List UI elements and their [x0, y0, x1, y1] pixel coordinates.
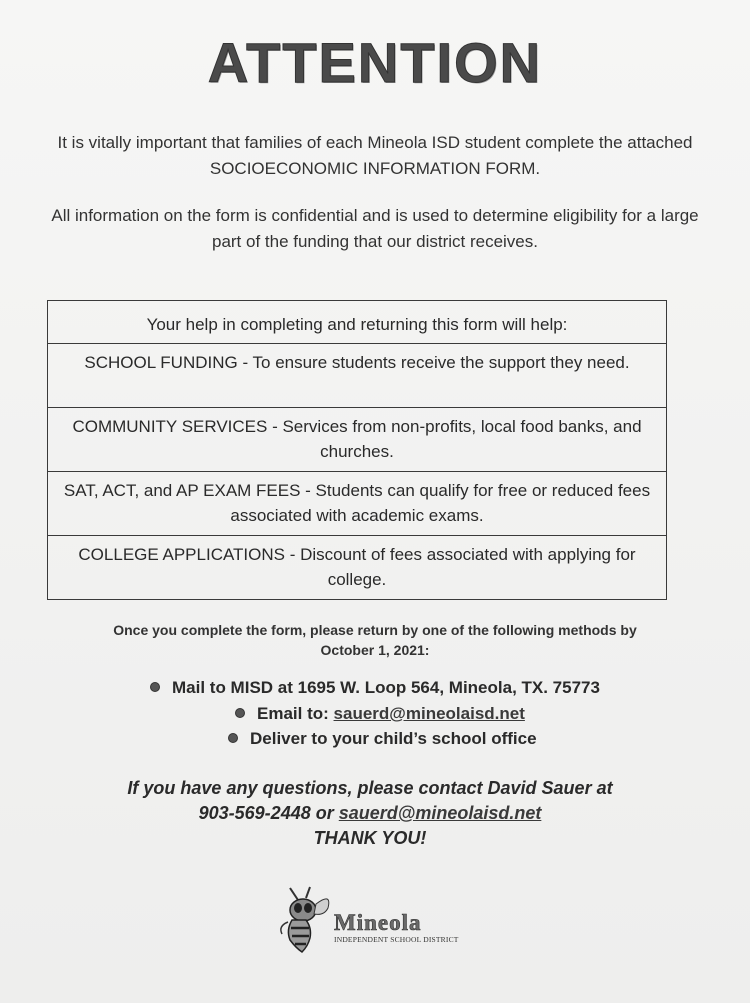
method-deliver-text: Deliver to your child’s school office [250, 729, 537, 748]
email-link[interactable]: sauerd@mineolaisd.net [333, 704, 525, 723]
hornet-mascot-icon [276, 886, 336, 956]
benefit-row-community-services: COMMUNITY SERVICES - Services from non-profits, local food banks, and churches. [48, 407, 666, 471]
contact-phone: 903-569-2448 or [198, 803, 334, 823]
benefit-row-college-applications: COLLEGE APPLICATIONS - Discount of fees associated with applying for college. [48, 535, 666, 599]
benefit-row-exam-fees: SAT, ACT, and AP EXAM FEES - Students can qualify for free or reduced fees associated with academic exams. [48, 471, 666, 535]
page-title: ATTENTION [207, 31, 543, 94]
benefit-row-school-funding: SCHOOL FUNDING - To ensure students receive the support they need. [48, 343, 666, 407]
method-mail-text: Mail to MISD at 1695 W. Loop 564, Mineola, TX. 75773 [172, 678, 600, 697]
intro-paragraph-2: All information on the form is confidential and is used to determine eligibility for a large part of the funding that our district receives. [51, 206, 699, 251]
logo-subtitle: INDEPENDENT SCHOOL DISTRICT [334, 935, 459, 944]
thank-you-text: THANK YOU! [313, 828, 427, 848]
method-deliver [228, 729, 537, 749]
bullet-icon [235, 708, 245, 718]
contact-phone-line [60, 801, 680, 826]
method-email [235, 704, 525, 724]
contact-line: If you have any questions, please contact David Sauer at [127, 778, 613, 798]
bullet-icon [150, 682, 160, 692]
method-email-label: Email to: [257, 704, 329, 723]
method-mail [150, 678, 600, 698]
return-instructions: Once you complete the form, please return by one of the following methods by October 1, 2021: [113, 622, 637, 658]
contact-email-link[interactable]: sauerd@mineolaisd.net [338, 803, 542, 823]
district-logo [276, 886, 459, 956]
bullet-icon [228, 733, 238, 743]
intro-paragraph-1: It is vitally important that families of each Mineola ISD student complete the attached SOCIOECONOMIC INFORMATION FORM. [57, 133, 693, 178]
logo-wordmark: Mineola [334, 910, 422, 935]
benefits-table-header: Your help in completing and returning this form will help: [146, 315, 568, 334]
benefits-table [47, 300, 667, 600]
contact-block [60, 776, 680, 851]
